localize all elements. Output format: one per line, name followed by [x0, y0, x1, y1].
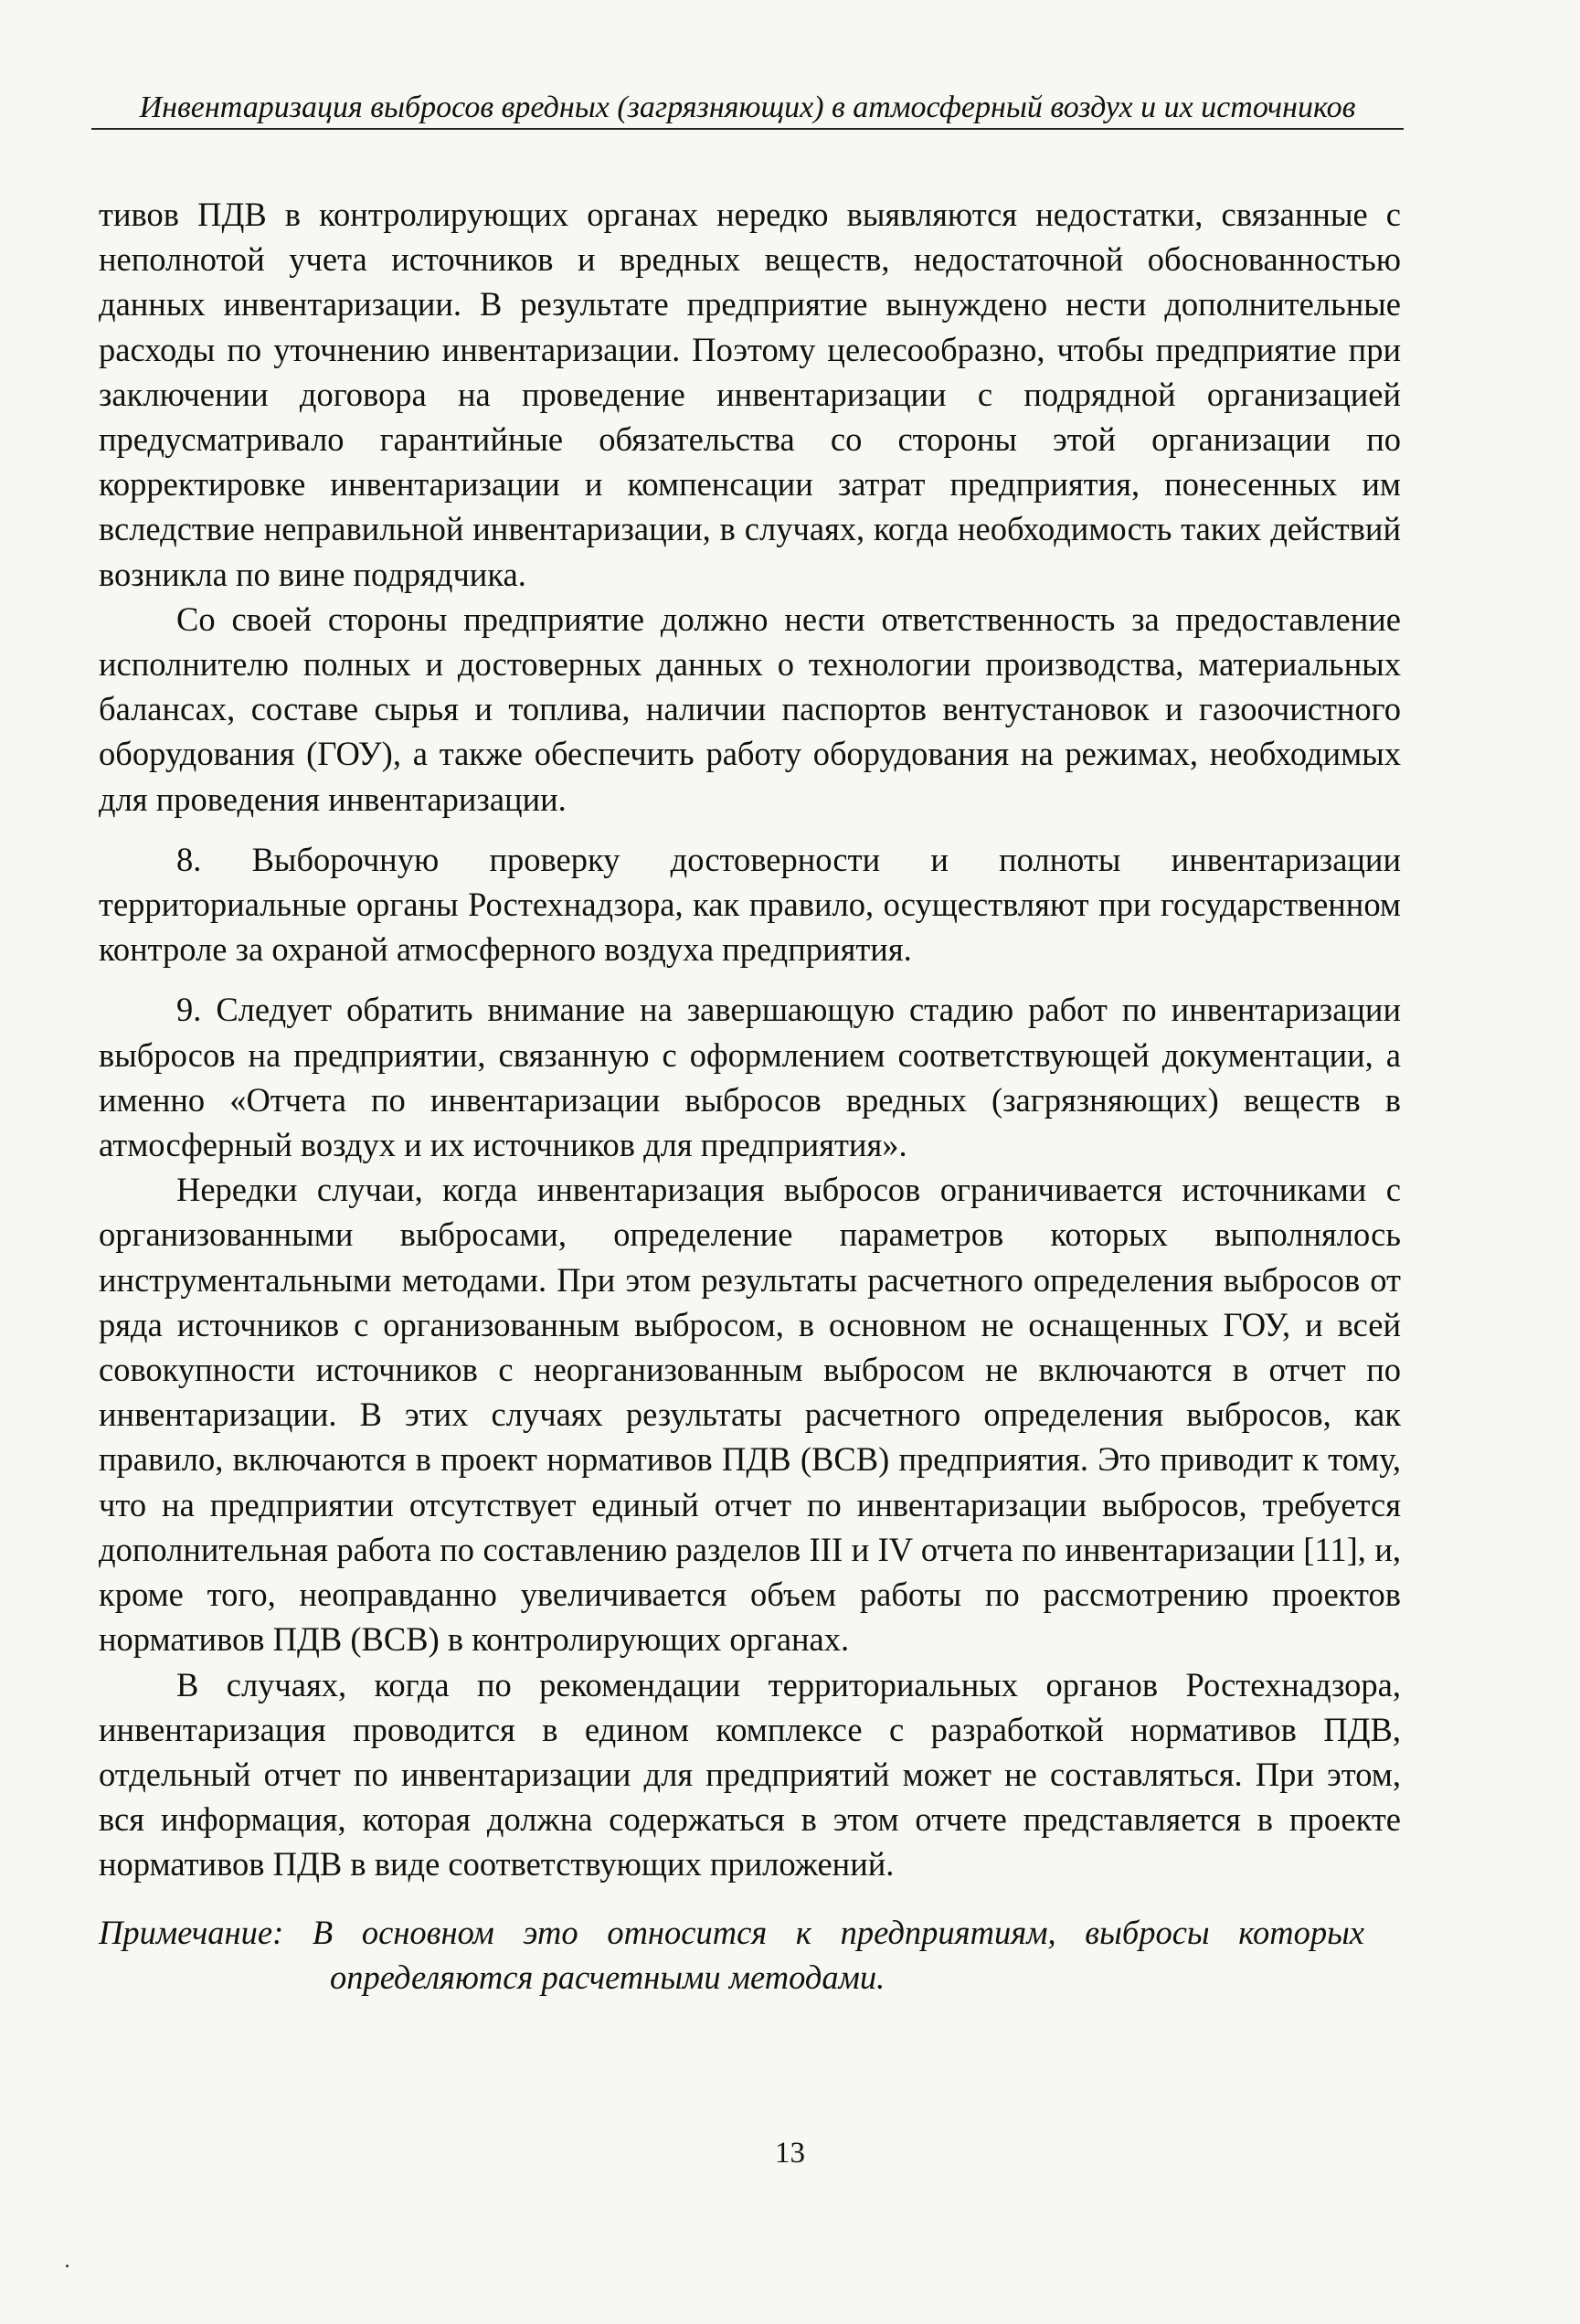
paragraph-item-9: 9. Следует обратить внимание на завершающую стадию работ по инвентаризации выбросов на предприятии, связанную с оформлением соответствующей документации, а именно «Отчета по инвентаризации выбросов вредных (загрязняющих) веществ в атмосферный воздух и их источников для предприятия».: [99, 991, 1401, 1164]
paragraph-continuation: тивов ПДВ в контролирующих органах нередко выявляются недостатки, связанные с неполнотой учета источников и вредных веществ, недостаточной обоснованностью данных инвентаризации. В результате предприятие вынуждено нести дополнительные расходы по уточнению инвентаризации. Поэтому целесообразно, чтобы предприятие при заключении договора на проведение инвентаризации с подрядной организацией предусматривало гарантийные обязательства со стороны этой организации по корректировке инвентаризации и компенсации затрат предприятия, понесенных им вследствие неправильной инвентаризации, в случаях, когда необходимость таких действий возникла по вине подрядчика.: [99, 196, 1401, 593]
paragraph-single-complex: В случаях, когда по рекомендации территориальных органов Ростехнадзора, инвентаризация проводится в едином комплексе с разработкой нормативов ПДВ, отдельный отчет по инвентаризации для предприятий может не составляться. При этом, вся информация, которая должна содержаться в этом отчете представляется в проекте нормативов ПДВ в виде соответствующих приложений.: [99, 1665, 1401, 1884]
running-header: Инвентаризация выбросов вредных (загрязняющих) в атмосферный воздух и их источников: [91, 90, 1404, 130]
page-number: 13: [775, 2137, 805, 2170]
paragraph-item-8: 8. Выборочную проверку достоверности и полноты инвентаризации территориальные органы Ростехнадзора, как правило, осуществляют при государственном контроле за охраной атмосферного воздуха предприятия.: [99, 840, 1401, 969]
paragraph-common-cases: Нередки случаи, когда инвентаризация выбросов ограничивается источниками с организованными выбросами, определение параметров которых выполнялось инструментальными методами. При этом результаты расчетного определения выбросов от ряда источников с организованным выбросом, в основном не оснащенных ГОУ, и всей совокупности источников с неорганизованным выбросом не включаются в отчет по инвентаризации. В этих случаях результаты расчетного определения выбросов, как правило, включаются в проект нормативов ПДВ (ВСВ) предприятия. Это приводит к тому, что на предприятии отсутствует единый отчет по инвентаризации выбросов, требуется дополнительная работа по составлению разделов III и IV отчета по инвентаризации [11], и, кроме того, неоправданно увеличивается объем работы по рассмотрению проектов нормативов ПДВ (ВСВ) в контролирующих органах.: [99, 1171, 1401, 1659]
note: Примечание: В основном это относится к предприятиям, выбросы которых определяются расчетными методами.: [99, 1913, 1364, 1996]
body-text: [99, 192, 1401, 2032]
scan-speck: [66, 2265, 69, 2267]
paragraph-enterprise-responsibility: Со своей стороны предприятие должно нести ответственность за предоставление исполнителю полных и достоверных данных о технологии производства, материальных балансах, составе сырья и топлива, наличии паспортов вентустановок и газоочистного оборудования (ГОУ), а также обеспечить работу оборудования на режимах, необходимых для проведения инвентаризации.: [99, 600, 1401, 818]
